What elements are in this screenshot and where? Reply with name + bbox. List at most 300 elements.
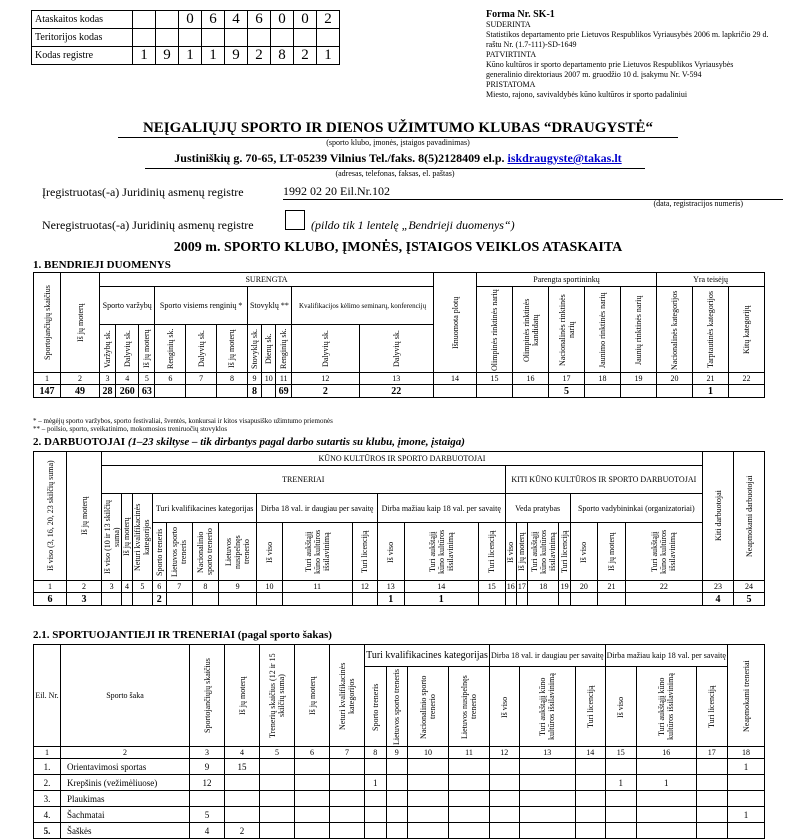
sport-cell bbox=[295, 775, 330, 791]
sport-cell: 1 bbox=[365, 775, 387, 791]
s2-col-3-header: Iš viso (10 ir 13 skilčių suma) bbox=[102, 500, 121, 574]
form-approval-line: Miesto, rajono, savivaldybės kūno kultūros ir sporto padaliniui bbox=[486, 90, 688, 99]
s1-col-15-header: Olimpinės rinktinės narių bbox=[490, 288, 499, 371]
s2-col-15-header: Turi licenciją bbox=[487, 530, 497, 573]
sport-cell bbox=[489, 791, 519, 807]
sport-cell: 12 bbox=[190, 775, 225, 791]
code-digit: 6 bbox=[202, 11, 225, 29]
sport-cell bbox=[260, 791, 295, 807]
s1-col-number: 4 bbox=[116, 373, 139, 385]
s2-col-number: 2 bbox=[67, 581, 102, 593]
form-number: Forma Nr. SK-1 bbox=[486, 9, 555, 20]
s3-col-16-header: Turi aukštąjį kūno kultūros išsilavinimą bbox=[657, 673, 676, 740]
sports-table bbox=[33, 644, 765, 839]
s3-col-number: 3 bbox=[190, 747, 225, 759]
sport-cell bbox=[330, 823, 365, 839]
s1-col-number: 13 bbox=[359, 373, 433, 385]
sport-cell: 2 bbox=[225, 823, 260, 839]
sport-cell: 4. bbox=[34, 807, 61, 823]
s1-col-number: 19 bbox=[621, 373, 657, 385]
s1-footnotes bbox=[33, 417, 333, 433]
section2-title: 2. DARBUOTOJAI (1–23 skiltyse – tik dirbantys pagal darbo sutartis su klubu, įmone, įstaiga) bbox=[33, 436, 465, 448]
code-digit: 0 bbox=[179, 11, 202, 29]
sport-cell: 5. bbox=[34, 823, 61, 839]
code-digit: 1 bbox=[179, 47, 202, 65]
s1-col-6-header: Renginių sk. bbox=[165, 328, 175, 369]
s1-value bbox=[513, 385, 549, 398]
s2-col-number: 13 bbox=[377, 581, 404, 593]
sport-cell: 15 bbox=[225, 759, 260, 775]
sport-cell bbox=[386, 791, 408, 807]
sport-cell bbox=[605, 823, 636, 839]
sport-cell bbox=[225, 775, 260, 791]
s2-value: 1 bbox=[377, 593, 404, 606]
s2-value bbox=[102, 593, 122, 606]
s2-col-13-header: Iš viso bbox=[386, 540, 396, 563]
sport-cell bbox=[295, 759, 330, 775]
s1-col-18-header: Jaunimo rinktinės narių bbox=[598, 291, 607, 368]
sport-cell bbox=[575, 823, 605, 839]
sport-cell: 2. bbox=[34, 775, 61, 791]
s2-col-6-header: Sporto treneris bbox=[154, 527, 164, 576]
s3-dirbam-header: Dirba mažiau kaip 18 val. per savaitę bbox=[605, 645, 727, 667]
s2-col-2-header: Iš jų moterų bbox=[79, 496, 89, 536]
code-digit bbox=[271, 29, 294, 47]
sport-name: Orientavimosi sportas bbox=[61, 759, 190, 775]
s3-col-11-header: Lietuvos nusipelnęs trenerio bbox=[459, 674, 478, 739]
s1-col-4-header: Dalyvių sk. bbox=[122, 330, 132, 367]
s2-vadyb-header: Sporto vadybininkai (organizatoriai) bbox=[570, 494, 702, 523]
s2-col-5-header: Neturi kvalifikacinės kategorijos bbox=[133, 503, 152, 571]
s3-col-5-header: Trenerių skaičius (12 ir 15 skilčių suma) bbox=[268, 653, 286, 738]
address-caption: (adresas, telefonas, faksas, el. paštas) bbox=[145, 168, 645, 178]
s3-col-2-header: Sporto šaka bbox=[61, 645, 190, 747]
code-digit: 2 bbox=[294, 47, 317, 65]
code-digit bbox=[225, 29, 248, 47]
s2-col-20-header: Iš viso bbox=[579, 540, 589, 563]
s1-col-12-header: Dalyvių sk. bbox=[320, 330, 330, 367]
s2-col-number: 10 bbox=[257, 581, 282, 593]
code-row bbox=[32, 47, 340, 65]
s2-col-number: 1 bbox=[34, 581, 67, 593]
sport-cell bbox=[225, 807, 260, 823]
s2-col-number: 23 bbox=[703, 581, 734, 593]
s3-col-number: 5 bbox=[260, 747, 295, 759]
s2-value bbox=[352, 593, 377, 606]
s2-col-number: 24 bbox=[734, 581, 765, 593]
s2-col-14-header: Turi aukštąjį kūno kultūros išsilavinimą bbox=[427, 529, 455, 574]
sport-cell bbox=[636, 807, 696, 823]
sport-cell bbox=[365, 807, 387, 823]
s2-col-number: 14 bbox=[404, 581, 478, 593]
registered-label: Įregistruotas(-a) Juridinių asmenų registre bbox=[42, 185, 244, 199]
sport-cell bbox=[519, 807, 575, 823]
s3-col-18-header: Neapmokami treneriai bbox=[741, 659, 751, 732]
s2-kiti-header: KITI KŪNO KULTŪROS IR SPORTO DARBUOTOJAI bbox=[505, 466, 702, 494]
s2-col-number: 22 bbox=[625, 581, 702, 593]
sport-cell bbox=[489, 775, 519, 791]
code-digit: 8 bbox=[271, 47, 294, 65]
s1-value: 69 bbox=[276, 385, 292, 398]
s3-col-number: 8 bbox=[365, 747, 387, 759]
s2-col-17-header: Iš jų moterų bbox=[517, 532, 527, 571]
s3-col-4-header: Iš jų moterų bbox=[237, 676, 247, 715]
s1-parengta-header: Parengta sportininkų bbox=[477, 273, 657, 287]
s1-kvalif-header: Kvalifikacijos kėlimo seminarų, konferencijų bbox=[292, 287, 434, 325]
email-link[interactable]: iskdraugyste@takas.lt bbox=[507, 151, 622, 165]
s2-value: 3 bbox=[67, 593, 102, 606]
sport-cell bbox=[575, 807, 605, 823]
s1-col-number: 8 bbox=[217, 373, 248, 385]
s1-col-2-header: Iš jų moterų bbox=[75, 303, 85, 342]
s3-col-1-header: Eil. Nr. bbox=[34, 645, 61, 747]
sport-cell bbox=[260, 823, 295, 839]
employees-table bbox=[33, 451, 765, 606]
unregistered-note: (pildo tik 1 lentelę „Bendrieji duomenys“) bbox=[311, 218, 515, 232]
s3-col-number: 1 bbox=[34, 747, 61, 759]
s1-col-19-header: Jaunių rinktinės narių bbox=[634, 294, 643, 365]
s2-value bbox=[505, 593, 516, 606]
general-data-table bbox=[33, 272, 765, 398]
registered-value: 1992 02 20 Eil.Nr.102 bbox=[283, 184, 783, 200]
s1-value bbox=[434, 385, 477, 398]
sport-name: Krepšinis (vežimėliuose) bbox=[61, 775, 190, 791]
s3-turi-header: Turi kvalifikacines kategorijas bbox=[365, 645, 490, 667]
s1-value bbox=[186, 385, 217, 398]
sport-cell bbox=[449, 823, 490, 839]
sport-cell bbox=[330, 759, 365, 775]
sport-cell bbox=[489, 759, 519, 775]
code-digit: 1 bbox=[133, 47, 156, 65]
s2-col-18-header: Turi aukštąjį kūno kultūros išsilavinimą bbox=[529, 529, 557, 574]
sport-cell bbox=[449, 759, 490, 775]
unregistered-checkbox[interactable] bbox=[285, 210, 305, 230]
code-digit: 6 bbox=[248, 11, 271, 29]
sport-cell bbox=[636, 791, 696, 807]
s1-col-5-header: Iš jų moterų bbox=[142, 329, 152, 368]
s1-col-number: 16 bbox=[513, 373, 549, 385]
s2-value bbox=[559, 593, 570, 606]
s2-value bbox=[166, 593, 192, 606]
sport-cell bbox=[295, 807, 330, 823]
sport-cell: 1 bbox=[636, 775, 696, 791]
s1-value bbox=[217, 385, 248, 398]
s3-col-10-header: Nacionalinio sporto trenerio bbox=[419, 674, 438, 739]
s1-col-13-header: Dalyvių sk. bbox=[391, 330, 401, 367]
s2-col-number: 7 bbox=[166, 581, 192, 593]
s2-col-10-header: Iš viso bbox=[264, 540, 274, 563]
sport-cell bbox=[728, 775, 765, 791]
s2-value: 5 bbox=[734, 593, 765, 606]
form-approval-line: PATVIRTINTA bbox=[486, 50, 537, 59]
sport-row bbox=[34, 823, 765, 839]
code-label: Ataskaitos kodas bbox=[32, 11, 133, 29]
s1-col-number: 15 bbox=[477, 373, 513, 385]
sport-cell bbox=[449, 775, 490, 791]
sport-cell bbox=[636, 823, 696, 839]
s1-col-number: 9 bbox=[247, 373, 261, 385]
s3-col-number: 13 bbox=[519, 747, 575, 759]
s1-col-number: 12 bbox=[292, 373, 360, 385]
sport-cell bbox=[605, 807, 636, 823]
s2-value bbox=[528, 593, 559, 606]
sport-cell bbox=[365, 759, 387, 775]
sport-row bbox=[34, 791, 765, 807]
report-title: 2009 m. SPORTO KLUBO, ĮMONĖS, ĮSTAIGOS VEIKLOS ATASKAITA bbox=[173, 240, 623, 255]
sport-cell bbox=[408, 775, 449, 791]
s2-value bbox=[625, 593, 702, 606]
sport-cell bbox=[386, 823, 408, 839]
sport-name: Šaškės bbox=[61, 823, 190, 839]
s2-kuno-header: KŪNO KULTŪROS IR SPORTO DARBUOTOJAI bbox=[102, 452, 703, 466]
s1-col-7-header: Dalyvių sk. bbox=[196, 330, 206, 367]
section3-title: 2.1. SPORTUOJANTIEJI IR TRENERIAI (pagal sporto šakas) bbox=[33, 629, 332, 641]
sport-cell: 1 bbox=[728, 759, 765, 775]
code-digit: 4 bbox=[225, 11, 248, 29]
s1-col-22-header: Kitų kategorijų bbox=[742, 305, 751, 354]
s1-varzybu-header: Sporto varžybų bbox=[100, 287, 155, 325]
s1-col-number: 20 bbox=[657, 373, 693, 385]
s1-value bbox=[155, 385, 186, 398]
s1-col-number: 18 bbox=[585, 373, 621, 385]
s1-value bbox=[621, 385, 657, 398]
sport-cell bbox=[408, 807, 449, 823]
code-row bbox=[32, 11, 340, 29]
sport-cell bbox=[408, 759, 449, 775]
s2-col-number: 12 bbox=[352, 581, 377, 593]
s2-col-number: 20 bbox=[570, 581, 598, 593]
s2-value: 4 bbox=[703, 593, 734, 606]
s1-value: 2 bbox=[292, 385, 360, 398]
sport-cell bbox=[696, 759, 727, 775]
sport-cell bbox=[696, 807, 727, 823]
club-address: Justiniškių g. 70-65, LT-05239 Vilnius Tel./faks. 8(5)2128409 el.p. iskdraugyste@takas.lt bbox=[174, 151, 622, 165]
s1-value: 22 bbox=[359, 385, 433, 398]
s1-col-8-header: Iš jų moterų bbox=[227, 329, 237, 368]
s2-col-number: 21 bbox=[598, 581, 626, 593]
s3-dirba18-header: Dirba 18 val. ir daugiau per savaitę bbox=[489, 645, 605, 667]
s1-col-number: 3 bbox=[100, 373, 116, 385]
code-label: Teritorijos kodas bbox=[32, 29, 133, 47]
sport-cell: 1 bbox=[605, 775, 636, 791]
s1-value bbox=[585, 385, 621, 398]
s2-treneriai-header: TRENERIAI bbox=[102, 466, 506, 494]
sport-cell: 1 bbox=[728, 807, 765, 823]
code-label: Kodas registre bbox=[32, 47, 133, 65]
s3-col-number: 11 bbox=[449, 747, 490, 759]
s1-col-number: 11 bbox=[276, 373, 292, 385]
code-digit: 2 bbox=[317, 11, 340, 29]
sport-cell: 5 bbox=[190, 807, 225, 823]
sport-cell: 9 bbox=[190, 759, 225, 775]
s3-col-number: 2 bbox=[61, 747, 190, 759]
sport-cell bbox=[408, 791, 449, 807]
s2-value bbox=[192, 593, 218, 606]
s1-col-9-header: Stovyklų sk. bbox=[249, 328, 259, 369]
sport-cell bbox=[636, 759, 696, 775]
s2-value bbox=[122, 593, 133, 606]
s2-col-16-header: Iš viso bbox=[506, 540, 516, 563]
s1-stovyklu-header: Stovyklų ** bbox=[247, 287, 291, 325]
s3-col-14-header: Turi licenciją bbox=[585, 685, 595, 728]
code-digit bbox=[179, 29, 202, 47]
sport-cell bbox=[489, 807, 519, 823]
sport-name: Šachmatai bbox=[61, 807, 190, 823]
s2-value bbox=[132, 593, 152, 606]
s1-col-14-header: Išnuomota plotų bbox=[450, 296, 460, 349]
s1-value: 49 bbox=[61, 385, 100, 398]
s2-col-number: 11 bbox=[282, 581, 352, 593]
s2-value: 2 bbox=[152, 593, 166, 606]
s1-col-number: 2 bbox=[61, 373, 100, 385]
code-row bbox=[32, 29, 340, 47]
s2-col-number: 3 bbox=[102, 581, 122, 593]
sport-cell bbox=[605, 759, 636, 775]
s3-col-number: 17 bbox=[696, 747, 727, 759]
s1-col-16-header: Olimpinės rinktinės kandidatų bbox=[521, 297, 540, 362]
sport-cell bbox=[330, 791, 365, 807]
s3-col-15-header: Iš viso bbox=[616, 695, 626, 718]
sport-cell bbox=[295, 823, 330, 839]
s3-col-13-header: Turi aukštąjį kūno kultūros išsilavinimą bbox=[538, 673, 557, 740]
s1-value: 28 bbox=[100, 385, 116, 398]
s3-col-number: 14 bbox=[575, 747, 605, 759]
sport-cell bbox=[295, 791, 330, 807]
s2-col-number: 19 bbox=[560, 582, 569, 591]
code-digit bbox=[202, 29, 225, 47]
s2-value bbox=[478, 593, 505, 606]
sport-name: Plaukimas bbox=[61, 791, 190, 807]
sport-cell bbox=[519, 759, 575, 775]
s3-col-6-header: Iš jų moterų bbox=[307, 676, 317, 715]
sport-cell bbox=[489, 823, 519, 839]
s2-dirba18-header: Dirba 18 val. ir daugiau per savaitę bbox=[257, 494, 378, 523]
s1-col-number: 7 bbox=[186, 373, 217, 385]
sport-cell bbox=[728, 823, 765, 839]
s2-value bbox=[282, 593, 352, 606]
s3-col-number: 7 bbox=[330, 747, 365, 759]
s1-value: 147 bbox=[34, 385, 61, 398]
code-digit bbox=[248, 29, 271, 47]
s1-teiseju-header: Yra teisėjų bbox=[657, 273, 765, 287]
s3-col-17-header: Turi licenciją bbox=[707, 685, 717, 728]
code-digit bbox=[133, 11, 156, 29]
sport-cell bbox=[225, 791, 260, 807]
sport-cell bbox=[519, 823, 575, 839]
sport-cell bbox=[190, 791, 225, 807]
sport-row bbox=[34, 807, 765, 823]
sport-cell bbox=[575, 759, 605, 775]
unregistered-label: Neregistruotas(-a) Juridinių asmenų registre bbox=[42, 218, 254, 232]
s1-col-number: 10 bbox=[262, 373, 276, 385]
s1-col-3-header: Varžybų sk. bbox=[103, 329, 113, 368]
s3-col-number: 16 bbox=[636, 747, 696, 759]
sport-cell bbox=[696, 823, 727, 839]
sport-cell bbox=[408, 823, 449, 839]
s3-col-8-header: Sporto treneris bbox=[370, 682, 380, 731]
form-approval-line: SUDERINTA bbox=[486, 20, 531, 29]
sport-cell: 1. bbox=[34, 759, 61, 775]
s3-col-number: 6 bbox=[295, 747, 330, 759]
s1-col-number: 21 bbox=[693, 373, 729, 385]
s2-value: 1 bbox=[404, 593, 478, 606]
s2-col-number: 18 bbox=[528, 581, 559, 593]
s1-surengta-header: SURENGTA bbox=[100, 273, 434, 287]
sport-cell bbox=[386, 807, 408, 823]
form-approval-line: PRISTATOMA bbox=[486, 80, 536, 89]
s3-col-3-header: Sportojančiųjų skaičius bbox=[202, 658, 212, 733]
s1-col-10-header: Dienų sk. bbox=[264, 333, 274, 364]
sport-cell bbox=[696, 775, 727, 791]
s1-visiems-header: Sporto visiems renginių * bbox=[155, 287, 247, 325]
s2-veda-header: Veda pratybas bbox=[505, 494, 570, 523]
sport-cell bbox=[260, 775, 295, 791]
s3-col-12-header: Iš viso bbox=[499, 695, 509, 718]
form-approval-line: Kūno kultūros ir sporto departamento prie Lietuvos Respublikos Vyriausybės bbox=[486, 60, 734, 69]
s2-col-9-header: Lietuvos nusipelnęs trenerio bbox=[224, 534, 252, 569]
s2-col-24-header: Neapmokami darbuotojai bbox=[744, 475, 754, 557]
s1-value bbox=[262, 385, 276, 398]
form-approval-block bbox=[486, 10, 786, 100]
s1-value bbox=[657, 385, 693, 398]
code-digit: 9 bbox=[225, 47, 248, 65]
s2-col-number: 15 bbox=[478, 581, 505, 593]
s3-col-number: 10 bbox=[408, 747, 449, 759]
s1-value: 260 bbox=[116, 385, 139, 398]
sport-cell bbox=[449, 807, 490, 823]
code-digit: 0 bbox=[294, 11, 317, 29]
s1-value: 5 bbox=[549, 385, 585, 398]
sport-cell bbox=[605, 791, 636, 807]
s1-col-11-header: Renginių sk. bbox=[279, 328, 289, 369]
s1-value bbox=[729, 385, 765, 398]
s1-col-number: 22 bbox=[729, 373, 765, 385]
registered-caption: (data, registracijos numeris) bbox=[653, 199, 743, 208]
s2-col-number: 4 bbox=[122, 581, 133, 593]
sport-cell bbox=[260, 759, 295, 775]
s2-col-number: 5 bbox=[132, 581, 152, 593]
s2-value bbox=[516, 593, 527, 606]
sport-cell bbox=[386, 775, 408, 791]
s1-col-1-header: Sportojančiųjų skaičius bbox=[42, 285, 52, 360]
code-digit: 0 bbox=[271, 11, 294, 29]
s1-col-number: 17 bbox=[549, 373, 585, 385]
s1-col-number: 6 bbox=[155, 373, 186, 385]
sport-cell bbox=[728, 791, 765, 807]
sport-cell bbox=[575, 791, 605, 807]
sport-cell: 3. bbox=[34, 791, 61, 807]
sport-row bbox=[34, 775, 765, 791]
s2-value bbox=[257, 593, 282, 606]
section1-title: 1. BENDRIEJI DUOMENYS bbox=[33, 259, 171, 271]
s3-col-9-header: Lietuvos sporto treneris bbox=[392, 668, 402, 745]
s2-col-21-header: Iš jų moterų bbox=[606, 532, 616, 571]
code-digit bbox=[294, 29, 317, 47]
s2-value bbox=[218, 593, 257, 606]
sport-cell bbox=[696, 791, 727, 807]
s2-col-4-header: Iš jų moterų bbox=[122, 517, 132, 557]
sport-cell bbox=[519, 775, 575, 791]
s2-col-11-header: Turi aukštąjį kūno kultūros išsilavinimą bbox=[303, 529, 331, 574]
s2-col-19-header: Turi licenciją bbox=[560, 530, 570, 573]
s2-value bbox=[570, 593, 598, 606]
s1-footnote-2: ** – poilsio, sporto, sveikatinimo, mokomosios treniruočių stovyklos bbox=[33, 425, 228, 433]
s1-value: 63 bbox=[139, 385, 155, 398]
s1-col-number: 5 bbox=[139, 373, 155, 385]
s1-col-20-header: Nacionalinės kategorijos bbox=[670, 289, 679, 370]
code-digit bbox=[156, 29, 179, 47]
s2-col-8-header: Nacionalinio sporto trenerio bbox=[196, 528, 215, 575]
